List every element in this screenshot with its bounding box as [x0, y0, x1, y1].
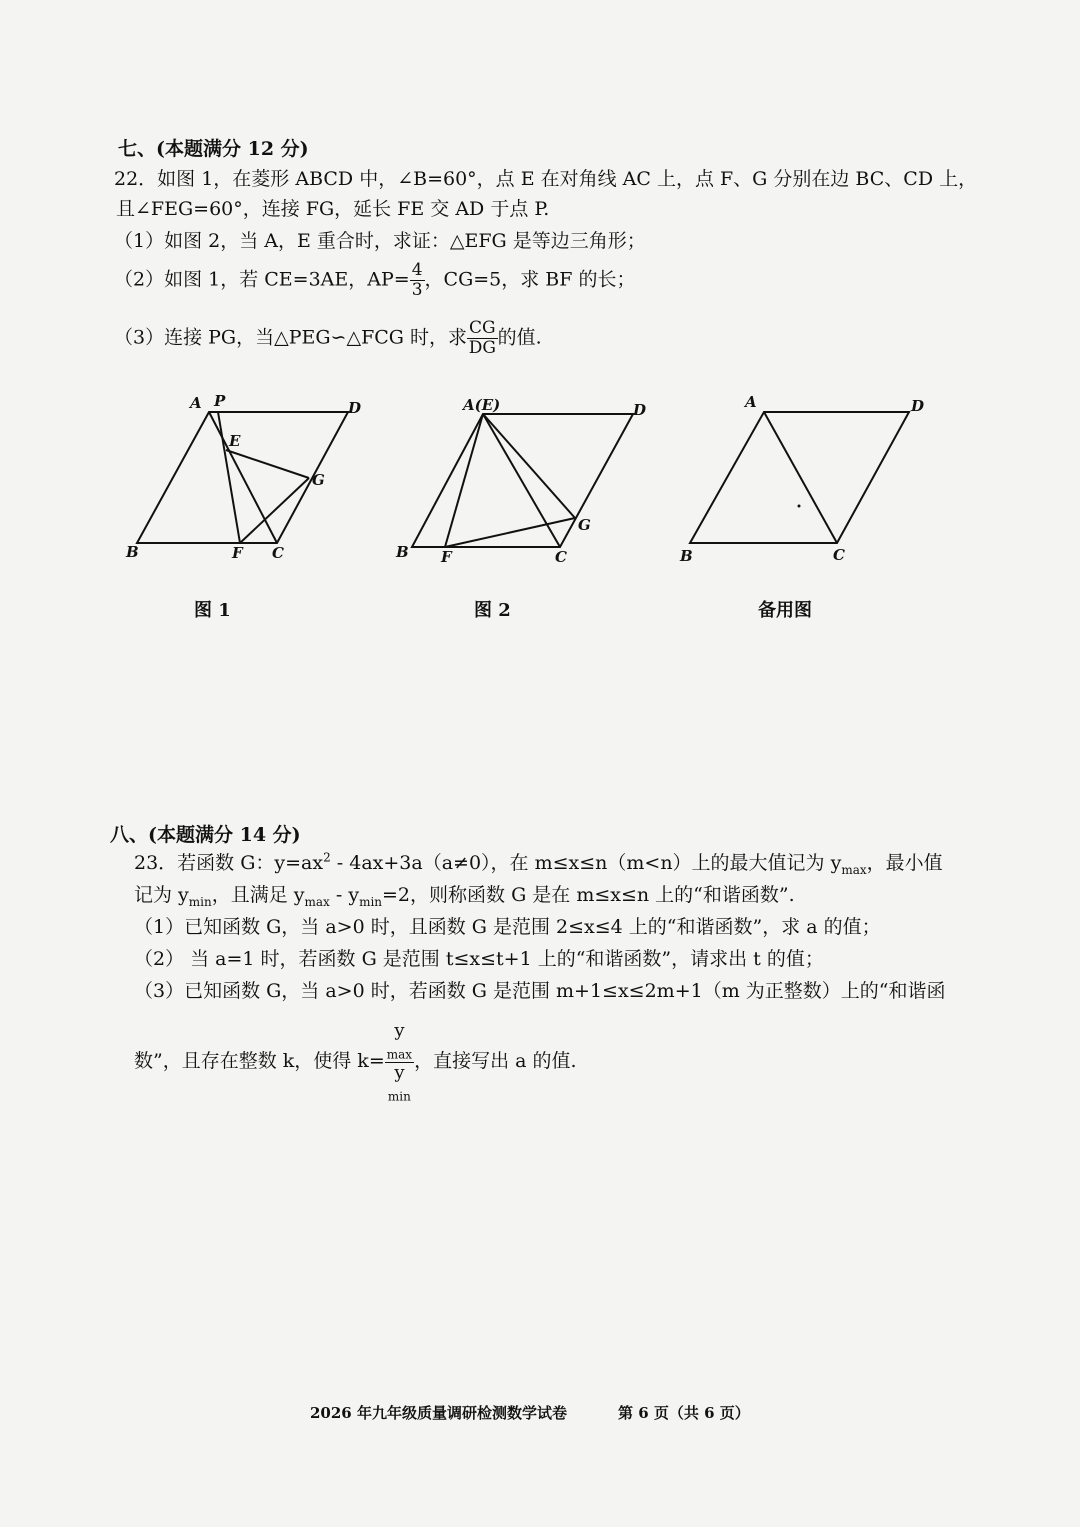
q23-line1	[134, 848, 943, 877]
subscript-min: min	[188, 894, 212, 909]
q22-line2: 且∠FEG=60°，连接 FG，延长 FE 交 AD 于点 P.	[116, 198, 550, 220]
q22-part1: （1）如图 2，当 A，E 重合时，求证：△EFG 是等边三角形；	[114, 230, 646, 252]
q23-line2-b: ，且满足 y	[211, 884, 305, 906]
fig2-label-g: G	[578, 516, 591, 534]
section-8-heading: 八、(本题满分 14 分)	[110, 824, 301, 846]
fig3-label-d: D	[911, 397, 925, 415]
fig2-line-fg	[445, 518, 575, 547]
q23-line1-a: 23．若函数 G：y=ax	[134, 852, 324, 874]
fraction-denominator: DG	[468, 338, 496, 358]
q23-part2: （2） 当 a=1 时，若函数 G 是范围 t≤x≤t+1 上的“和谐函数”，请求出 t 的值；	[134, 948, 824, 970]
fig1-line-eg	[226, 450, 309, 478]
fraction-numerator	[385, 1022, 414, 1063]
fig2-label-f: F	[441, 548, 452, 566]
q22-line1: 22．如图 1，在菱形 ABCD 中，∠B=60°，点 E 在对角线 AC 上，点 F、G 分别在边 BC、CD 上，	[114, 168, 978, 190]
q23-part3-cont-post: ，直接写出 a 的值.	[414, 1050, 577, 1073]
fig1-caption: 图 1	[194, 600, 231, 621]
fig3-label-a: A	[745, 393, 757, 411]
fig1-diagonal-ac	[209, 412, 277, 543]
fig2-diagonal-ac	[483, 414, 560, 547]
section-7-heading: 七、(本题满分 12 分)	[118, 138, 309, 160]
subscript-min: min	[359, 894, 383, 909]
q22-part2-post: ，CG=5，求 BF 的长；	[424, 268, 636, 291]
fig1-label-d: D	[348, 399, 362, 417]
fig2-label-ae: A(E)	[463, 396, 501, 414]
subscript-max: max	[841, 862, 867, 877]
fig2-label-b: B	[396, 543, 409, 561]
den-sub: min	[387, 1089, 411, 1104]
q22-part3-pre: （3）连接 PG，当△PEG∽△FCG 时，求	[114, 326, 468, 349]
fig2-caption: 图 2	[474, 600, 511, 621]
fraction-numerator: CG	[469, 318, 496, 338]
fig1-label-a: A	[190, 394, 202, 412]
subscript-max: max	[304, 894, 330, 909]
fig1-line-fg	[240, 478, 309, 543]
fig1-label-p: P	[214, 392, 226, 410]
fig1-label-f: F	[232, 544, 243, 562]
footer-page: 第 6 页（共 6 页）	[618, 1404, 750, 1422]
fraction-numerator: 4	[411, 260, 423, 280]
q23-line2	[134, 880, 795, 909]
fig3-dot	[798, 505, 801, 508]
q22-part2-pre: （2）如图 1，若 CE=3AE，AP=	[114, 268, 410, 291]
fraction-ymax-ymin	[385, 1022, 414, 1102]
q23-part3-cont-pre: 数”，且存在整数 k，使得 k=	[134, 1050, 385, 1073]
q23-part3: （3）已知函数 G，当 a>0 时，若函数 G 是范围 m+1≤x≤2m+1（m 为正整数）上的“和谐函	[134, 980, 946, 1002]
fig3-caption: 备用图	[758, 600, 812, 621]
fig2-line-ag	[483, 414, 575, 518]
q23-line2-d: =2，则称函数 G 是在 m≤x≤n 上的“和谐函数”.	[382, 884, 795, 906]
fig3-label-c: C	[833, 546, 845, 564]
q23-line2-a: 记为 y	[134, 884, 189, 906]
fig1-label-e: E	[229, 432, 241, 450]
fig3-label-b: B	[680, 547, 693, 565]
den-y: y	[394, 1061, 405, 1083]
fig3-diagonal-ac	[764, 412, 837, 543]
fig2-line-af	[445, 414, 483, 547]
q23-line1-b: - 4ax+3a（a≠0），在 m≤x≤n（m<n）上的最大值记为 y	[330, 852, 842, 874]
footer-title: 2026 年九年级质量调研检测数学试卷	[310, 1404, 567, 1422]
fig2-label-d: D	[633, 401, 647, 419]
num-sub: max	[386, 1047, 413, 1062]
q23-line1-c: ，最小值	[866, 852, 943, 874]
q22-part3-post: 的值.	[497, 326, 542, 349]
fraction-denominator	[385, 1063, 414, 1103]
fig1-label-c: C	[272, 544, 284, 562]
fraction-denominator: 3	[411, 280, 423, 300]
fig1-label-b: B	[126, 543, 139, 561]
exponent: 2	[323, 850, 331, 865]
q23-line2-c: - y	[329, 884, 360, 906]
fig2-label-c: C	[555, 548, 567, 566]
fig1-label-g: G	[312, 471, 325, 489]
q23-part1: （1）已知函数 G，当 a>0 时，且函数 G 是范围 2≤x≤4 上的“和谐函数”，求 a 的值；	[134, 916, 881, 938]
q23-part3-cont	[134, 1022, 577, 1102]
num-y: y	[394, 1020, 405, 1041]
